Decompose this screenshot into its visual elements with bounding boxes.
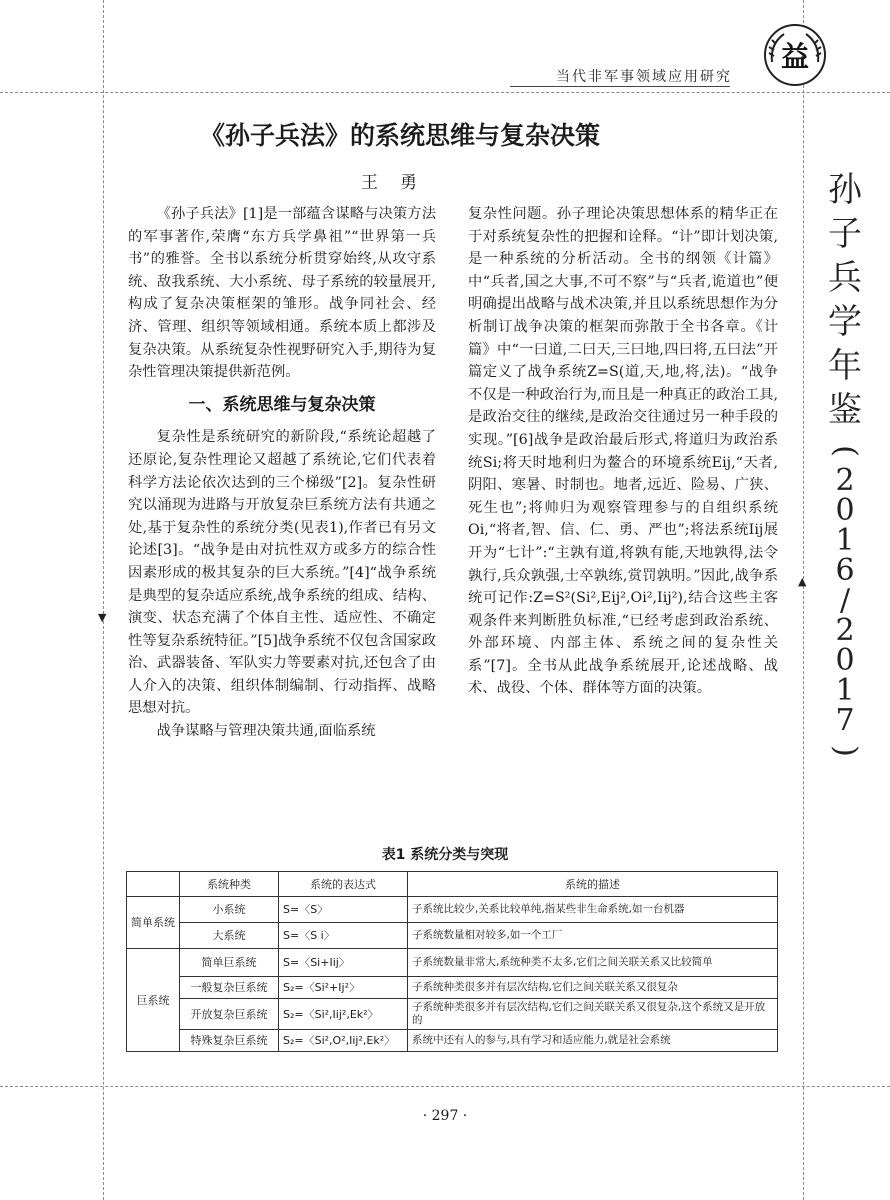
side-title-char: 兵 — [828, 258, 862, 298]
table-header-row — [127, 872, 778, 897]
table-header-cell — [127, 872, 180, 897]
left-column — [128, 203, 436, 743]
side-title-char: 鉴 — [828, 390, 862, 430]
table-kind-cell: 开放复杂巨系统 — [180, 999, 279, 1030]
table-expr-cell: S₂=〈Si²+Ij²〉 — [279, 977, 408, 999]
side-title-char: 孙 — [828, 170, 862, 210]
table-header-cell: 系统的表达式 — [279, 872, 408, 897]
side-title-char: 子 — [828, 214, 862, 254]
left-paragraph-3: 战争谋略与管理决策共通,面临系统 — [156, 723, 376, 740]
table-desc-cell: 子系统数量非常大,系统种类不太多,它们之间关联关系又比较简单 — [408, 949, 778, 977]
right-column — [468, 203, 778, 700]
table-kind-cell: 一般复杂巨系统 — [180, 977, 279, 999]
logo-emblem-icon — [762, 22, 828, 88]
right-arrow-up-icon: ▲ — [798, 575, 807, 588]
years-char: 7 — [835, 703, 855, 738]
table-header-cell: 系统的描述 — [408, 872, 778, 897]
years-char: 1 — [835, 523, 855, 558]
article-author: 王勇 — [361, 173, 439, 193]
table-kind-cell: 大系统 — [180, 923, 279, 949]
years-char: 0 — [835, 643, 855, 678]
right-paragraph-1: 复杂性问题。孙子理论决策思想体系的精华正在于对系统复杂性的把握和诠释。“计”即计划决策,是一种系统的分析活动。全书的纲领《计篇》中“兵者,国之大事,不可不察”与“兵者,诡道也”便明确提出战略与战术决策,并且以系统思想作为分析制订战争决策的框架而弥散于全书各章。《计篇》中“一曰道,二曰天,三曰地,四曰将,五曰法”开篇定义了战争系统Z=S(道,天,地,将,法)。“战争不仅是一种政治行为,而且是一种真正的政治工具,是政治交往的继续,是政治交往通过另一种手段的实现。”[6]战争是政治最后形式,将道归为政治系统Si;将天时地利归为鳌合的环境系统Eij,“天者,阴阳、寒暑、时制也。地者,远近、险易、广狭、死生也”;将帅归为观察管理参与的自组织系统Oi,“将者,智、信、仁、勇、严也”;将法系统Iij展开为“七计”:“主孰有道,将孰有能,天地孰得,法令孰行,兵众孰强,士卒孰练,赏罚孰明。”因此,战争系统可记作:Z=S²(Si²,Eij²,Oi²,Iij²),结合这些主客观条件来判断胜负标准,“已经考虑到政治系统、外部环境、内部主体、系统之间的复杂性关系”[7]。全书从此战争系统展开,论述战略、战术、战役、个体、群体等方面的决策。 — [468, 206, 778, 697]
table-row — [127, 897, 778, 923]
left-paragraph-1: 《孙子兵法》[1]是一部蕴含谋略与决策方法的军事著作,荣膺“东方兵学鼻祖”“世界第一兵书”的雅誉。全书以系统分析贯穿始终,从攻守系统、敌我系统、大小系统、母子系统的较量展开,构成了复杂决策框架的雏形。战争同社会、经济、管理、组织等领域相通。系统本质上都涉及复杂决策。从系统复杂性视野研究入手,期待为复杂性管理决策提供新范例。 — [128, 206, 436, 381]
table-row — [127, 923, 778, 949]
table-row — [127, 999, 778, 1030]
table-desc-cell: 系统中还有人的参与,具有学习和适应能力,就是社会系统 — [408, 1030, 778, 1052]
section-heading: 一、系统思维与复杂决策 — [188, 394, 376, 415]
table-row — [127, 949, 778, 977]
table-kind-cell: 简单巨系统 — [180, 949, 279, 977]
table-row — [127, 1030, 778, 1052]
left-arrow-down-icon: ▼ — [98, 611, 107, 624]
table-desc-cell: 子系统数量相对较多,如一个工厂 — [408, 923, 778, 949]
bottom-dashed-rule — [0, 1086, 890, 1087]
article-title: 《孙子兵法》的系统思维与复杂决策 — [199, 121, 600, 150]
left-paragraph-2: 复杂性是系统研究的新阶段,“系统论超越了还原论,复杂性理论又超越了系统论,它们代表着科学方法论依次达到的三个梯级”[2]。复杂性研究以涌现为进路与开放复杂巨系统方法有共通之处,基于复杂性的系统分类(见表1),作者已有另文论述[3]。“战争是由对抗性双方或多方的综合性因素形成的极其复杂的巨大系统。”[4]“战争系统是典型的复杂适应系统,战争系统的组成、结构、演变、状态充满了个体自主性、适应性、不确定性等复杂系统特征。”[5]战争系统不仅包含国家政治、武器装备、军队实力等要素对抗,还包含了由人介入的决策、组织体制编制、行动指挥、战略思想对抗。 — [128, 429, 436, 717]
table-desc-cell: 子系统种类很多并有层次结构,它们之间关联关系又很复杂,这个系统又是开放的 — [408, 999, 778, 1030]
years-char: ) — [828, 745, 863, 757]
side-title-char: 学 — [828, 302, 862, 342]
table-expr-cell: S=〈S i〉 — [279, 923, 408, 949]
years-char: 2 — [835, 613, 855, 648]
table-group-cell: 巨系统 — [127, 949, 180, 1052]
side-title-years — [822, 436, 868, 766]
page-number: · 297 · — [422, 1108, 468, 1124]
table-row — [127, 977, 778, 999]
table-kind-cell: 小系统 — [180, 897, 279, 923]
right-dashed-rule — [803, 0, 804, 1200]
years-char: 0 — [835, 493, 855, 528]
table-kind-cell: 特殊复杂巨系统 — [180, 1030, 279, 1052]
table-expr-cell: S=〈Si+Iij〉 — [279, 949, 408, 977]
years-char: / — [839, 583, 851, 618]
years-char: 6 — [835, 553, 855, 588]
yearbook-side-title — [822, 168, 868, 766]
years-char: 1 — [835, 673, 855, 708]
years-char: ( — [828, 445, 863, 457]
years-char: 2 — [835, 463, 855, 498]
series-title: 当代非军事领域应用研究 — [556, 69, 732, 85]
top-dashed-rule — [0, 92, 890, 93]
table-expr-cell: S₂=〈Si²,Iij²,Ek²〉 — [279, 999, 408, 1030]
logo-glyph: 益 — [780, 40, 810, 73]
table-expr-cell: S₂=〈Si²,O²,Iij²,Ek²〉 — [279, 1030, 408, 1052]
table-desc-cell: 子系统比较少,关系比较单纯,指某些非生命系统,如一台机器 — [408, 897, 778, 923]
table-header-cell: 系统种类 — [180, 872, 279, 897]
table-expr-cell: S=〈S〉 — [279, 897, 408, 923]
yearbook-logo — [762, 22, 828, 88]
side-title-char: 年 — [828, 346, 862, 386]
system-classification-table — [126, 871, 778, 1052]
table-group-cell: 简单系统 — [127, 897, 180, 949]
series-underline — [510, 86, 730, 87]
table-caption: 表1 系统分类与突现 — [381, 847, 509, 863]
table-desc-cell: 子系统种类很多并有层次结构,它们之间关联关系又很复杂 — [408, 977, 778, 999]
